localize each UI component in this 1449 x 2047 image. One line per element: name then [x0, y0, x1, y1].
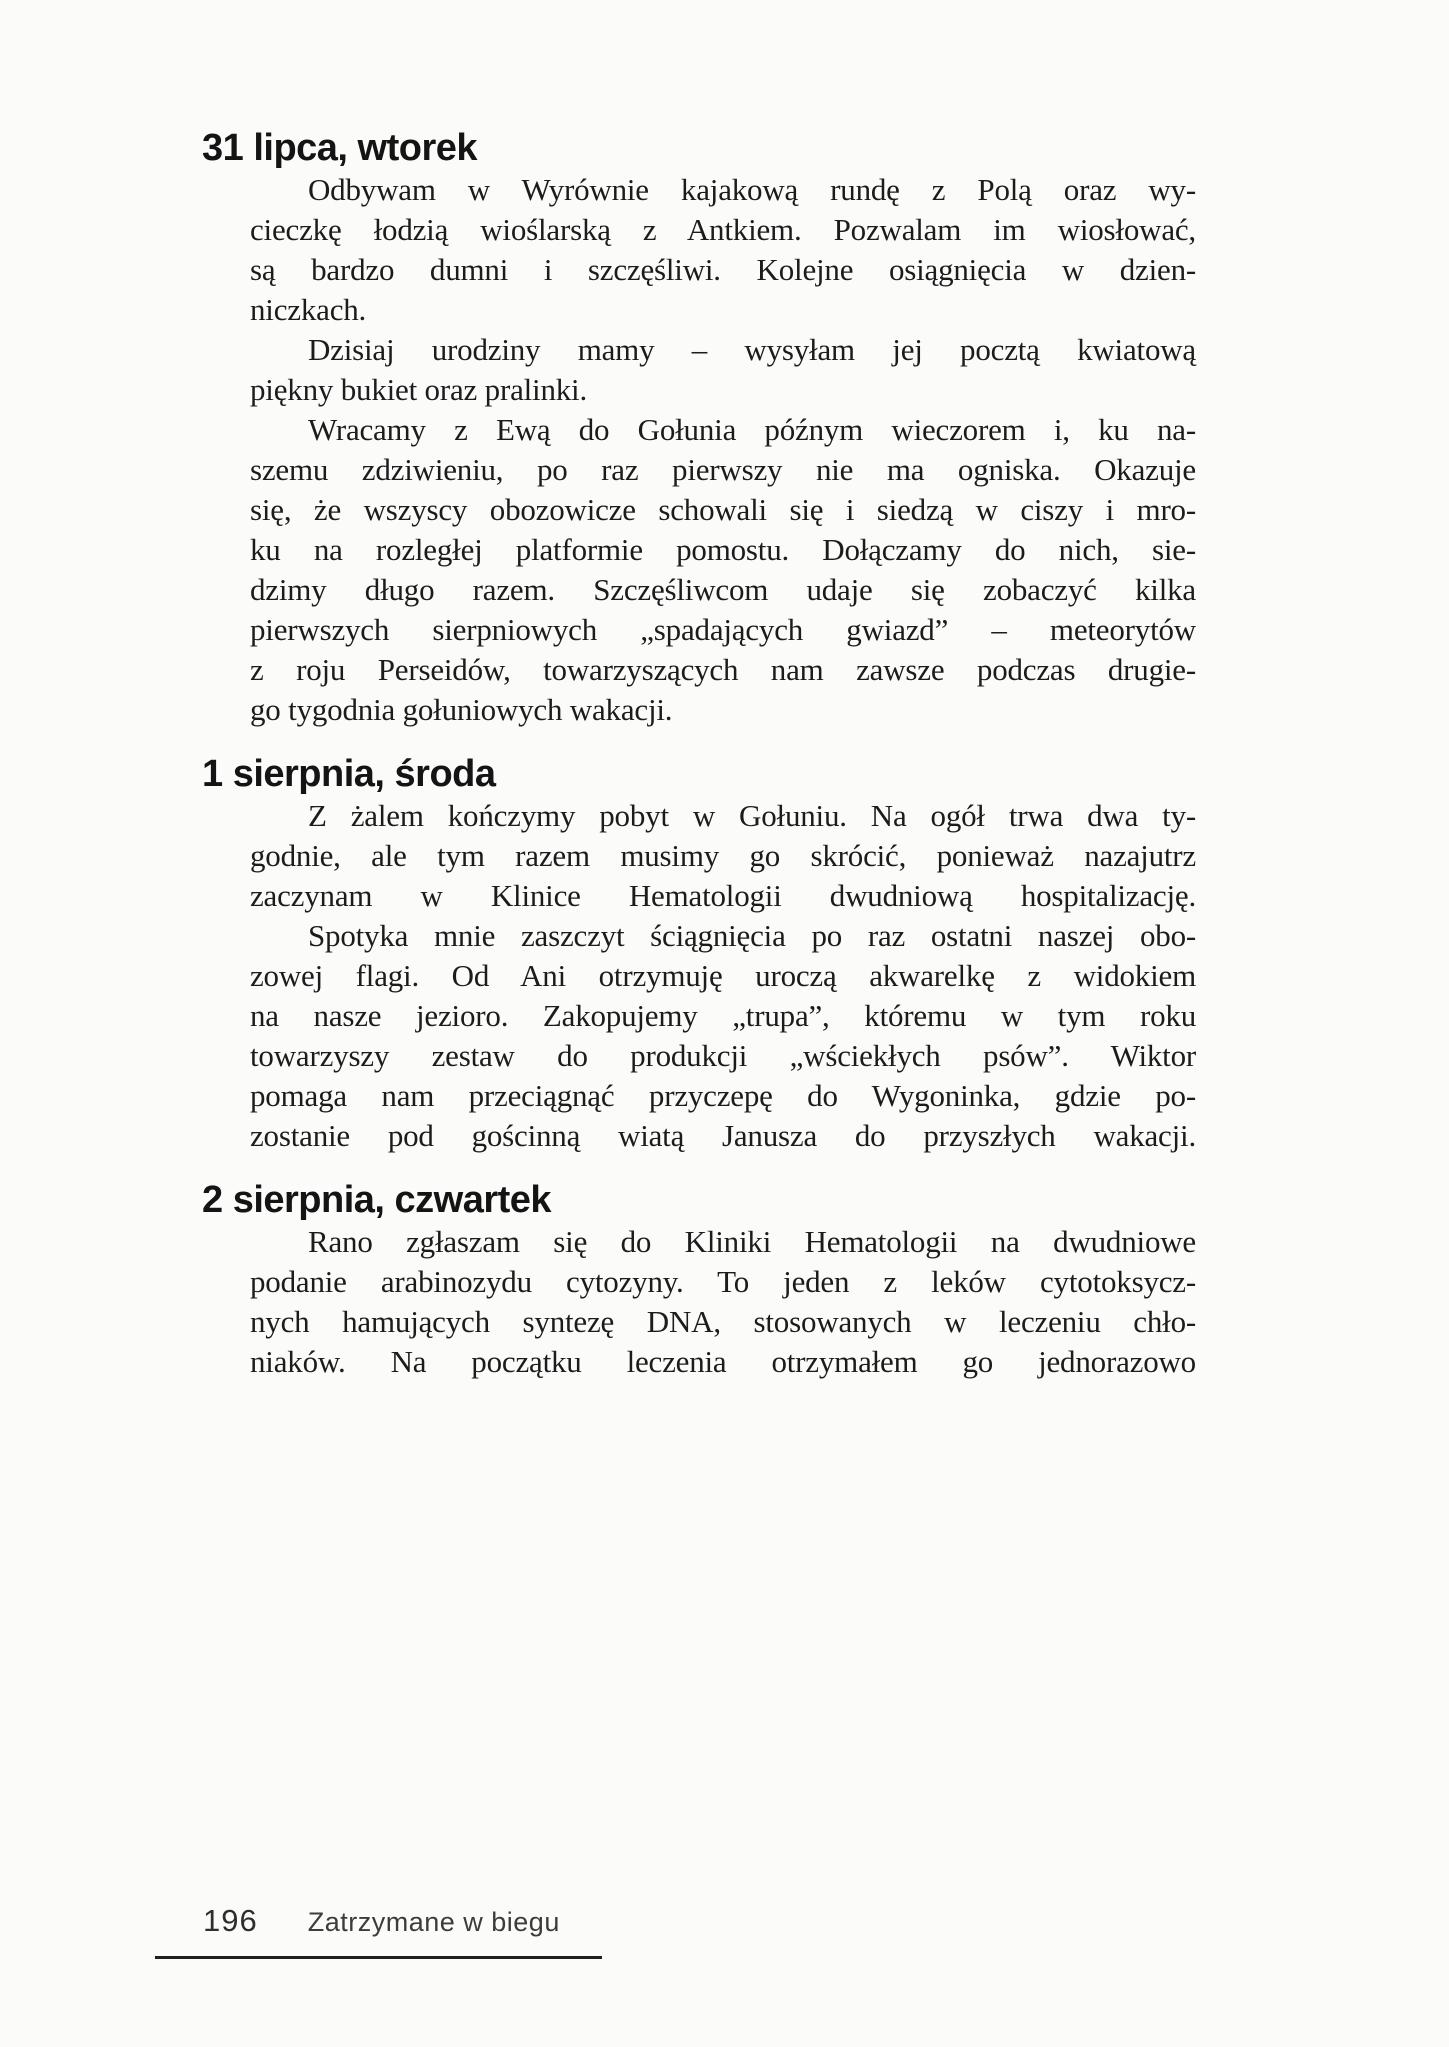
text-line: godnie, ale tym razem musimy go skrócić, ponieważ nazajutrz — [250, 838, 1196, 873]
text-line: ku na rozległej platformie pomostu. Dołączamy do nich, sie- — [250, 532, 1196, 567]
paragraph — [250, 330, 1196, 410]
text-line: dzimy długo razem. Szczęśliwcom udaje się zobaczyć kilka — [250, 572, 1196, 607]
paragraph — [250, 796, 1196, 916]
text-line: Odbywam w Wyrównie kajakową rundę z Polą oraz wy- — [308, 172, 1196, 207]
text-line: Rano zgłaszam się do Kliniki Hematologii na dwudniowe — [308, 1224, 1196, 1259]
text-line: go tygodnia gołuniowych wakacji. — [250, 692, 673, 727]
text-line: towarzyszy zestaw do produkcji „wściekłych psów”. Wiktor — [250, 1038, 1196, 1073]
text-line: zostanie pod gościnną wiatą Janusza do przyszłych wakacji. — [250, 1118, 1196, 1153]
section-heading: 2 sierpnia, czwartek — [202, 1179, 552, 1221]
text-line: Spotyka mnie zaszczyt ściągnięcia po raz ostatni naszej obo- — [308, 918, 1196, 953]
text-line: się, że wszyscy obozowicze schowali się i siedzą w ciszy i mro- — [250, 492, 1196, 527]
text-line: pierwszych sierpniowych „spadających gwiazd” – meteorytów — [250, 612, 1196, 647]
text-line: szemu zdziwieniu, po raz pierwszy nie ma ogniska. Okazuje — [250, 452, 1196, 487]
paragraph — [250, 916, 1196, 1156]
text-line: Wracamy z Ewą do Gołunia późnym wieczorem i, ku na- — [308, 412, 1196, 447]
section-heading: 1 sierpnia, środa — [202, 753, 496, 795]
text-line: na nasze jezioro. Zakopujemy „trupa”, któremu w tym roku — [250, 998, 1196, 1033]
text-line: niaków. Na początku leczenia otrzymałem go jednorazowo — [250, 1344, 1196, 1379]
text-line: piękny bukiet oraz pralinki. — [250, 372, 588, 407]
text-line: nych hamujących syntezę DNA, stosowanych w leczeniu chło- — [250, 1304, 1196, 1339]
text-line: z roju Perseidów, towarzyszących nam zawsze podczas drugie- — [250, 652, 1196, 687]
text-line: Z żalem kończymy pobyt w Gołuniu. Na ogół trwa dwa ty- — [308, 798, 1196, 833]
text-line: zowej flagi. Od Ani otrzymuję uroczą akwarelkę z widokiem — [250, 958, 1196, 993]
book-title: Zatrzymane w biegu — [307, 1907, 560, 1937]
text-line: zaczynam w Klinice Hematologii dwudniową hospitalizację. — [250, 878, 1196, 913]
text-line: niczkach. — [250, 292, 367, 327]
paragraph — [250, 1222, 1196, 1382]
footer-rule — [155, 1956, 602, 1959]
text-line: cieczkę łodzią wioślarską z Antkiem. Pozwalam im wiosłować, — [250, 212, 1196, 247]
text-block — [202, 127, 1196, 1382]
paragraph — [250, 410, 1196, 730]
page-footer — [203, 1903, 560, 1939]
section-heading: 31 lipca, wtorek — [202, 127, 478, 169]
paragraph — [250, 170, 1196, 330]
text-line: pomaga nam przeciągnąć przyczepę do Wygoninka, gdzie po- — [250, 1078, 1196, 1113]
page-number: 196 — [203, 1903, 258, 1938]
text-line: Dzisiaj urodziny mamy – wysyłam jej pocztą kwiatową — [308, 332, 1196, 367]
text-line: podanie arabinozydu cytozyny. To jeden z leków cytotoksycz- — [250, 1264, 1196, 1299]
text-line: są bardzo dumni i szczęśliwi. Kolejne osiągnięcia w dzien- — [250, 252, 1196, 287]
